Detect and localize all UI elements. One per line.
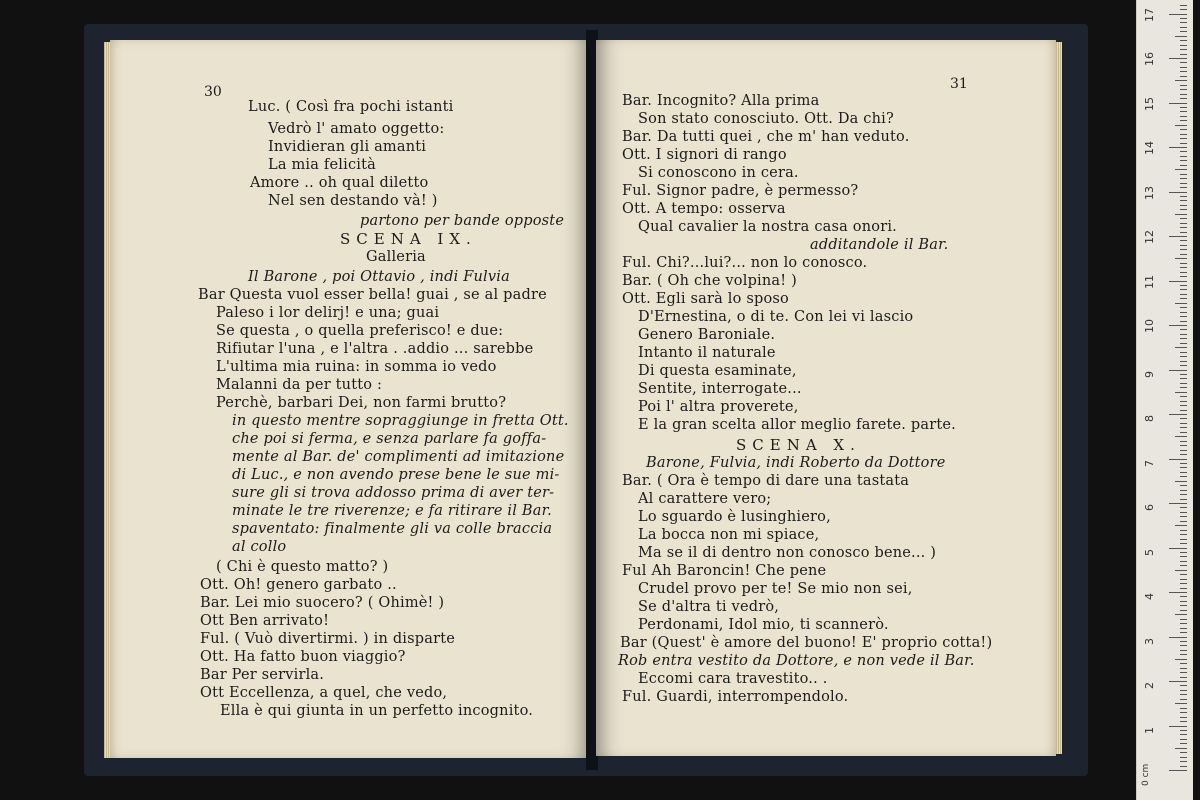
ruler-tick — [1180, 427, 1187, 428]
ruler-number: 6 — [1143, 504, 1156, 511]
ruler-tick — [1180, 539, 1187, 540]
text-line: al collo — [232, 539, 287, 555]
ruler-tick — [1180, 543, 1187, 544]
ruler-tick — [1180, 316, 1187, 317]
text-line: Sentite, interrogate... — [638, 381, 802, 397]
ruler-tick — [1180, 338, 1187, 339]
text-line: Poi l' altra proverete, — [638, 399, 799, 415]
ruler-tick — [1180, 632, 1187, 633]
ruler-tick — [1180, 151, 1187, 152]
ruler-tick — [1180, 450, 1187, 451]
ruler-tick — [1180, 227, 1187, 228]
ruler-tick — [1180, 721, 1187, 722]
text-line: di Luc., e non avendo prese bene le sue mi- — [232, 467, 560, 483]
text-line: Eccomi cara travestito.. . — [638, 671, 828, 687]
ruler-tick — [1180, 494, 1187, 495]
ruler-number: 10 — [1143, 319, 1156, 333]
ruler-tick — [1180, 321, 1187, 322]
ruler-tick — [1180, 329, 1187, 330]
text-line: Crudel provo per te! Se mio non sei, — [638, 581, 913, 597]
text-line: Qual cavalier la nostra casa onori. — [638, 219, 897, 235]
ruler-tick — [1180, 712, 1187, 713]
ruler-tick — [1180, 111, 1187, 112]
text-line: mente al Bar. de' complimenti ad imitazione — [232, 449, 565, 465]
ruler-number: 4 — [1143, 593, 1156, 600]
ruler-tick — [1180, 654, 1187, 655]
ruler-tick — [1180, 272, 1187, 273]
ruler-tick — [1180, 432, 1187, 433]
ruler-tick — [1180, 668, 1187, 669]
text-line: Se questa , o quella preferisco! e due: — [216, 323, 504, 339]
text-line: ( Chi è questo matto? ) — [216, 559, 389, 575]
text-line: Ott. Oh! genero garbato .. — [200, 577, 397, 593]
ruler-tick — [1180, 156, 1187, 157]
ruler-tick — [1175, 258, 1187, 259]
ruler-tick — [1180, 685, 1187, 686]
ruler-tick — [1175, 125, 1187, 126]
ruler-tick — [1175, 748, 1187, 749]
text-line: Si conoscono in cera. — [638, 165, 799, 181]
text-line: Bar Per servirla. — [200, 667, 325, 683]
ruler-tick — [1180, 628, 1187, 629]
text-line: Bar. Da tutti quei , che m' han veduto. — [622, 129, 910, 145]
text-line: Rob entra vestito da Dottore, e non vede il Bar. — [618, 653, 975, 669]
ruler-tick — [1180, 365, 1187, 366]
ruler-tick — [1180, 401, 1187, 402]
text-line: Ott. Ha fatto buon viaggio? — [200, 649, 406, 665]
ruler-tick — [1169, 726, 1187, 727]
ruler-tick — [1180, 472, 1187, 473]
ruler-tick — [1180, 766, 1187, 767]
ruler-tick — [1180, 730, 1187, 731]
ruler-tick — [1180, 356, 1187, 357]
ruler-number: 13 — [1143, 185, 1156, 200]
ruler-number: 1 — [1143, 726, 1156, 734]
text-line: Intanto il naturale — [638, 345, 776, 361]
ruler-tick — [1180, 294, 1187, 295]
text-line: Genero Baroniale. — [638, 327, 776, 343]
text-line: Rifiutar l'una , e l'altra . .addio ... sarebbe — [216, 341, 534, 357]
text-line: Amore .. oh qual diletto — [250, 175, 429, 191]
ruler-tick — [1180, 499, 1187, 500]
ruler-tick — [1180, 129, 1187, 130]
text-line: additandole il Bar. — [810, 237, 949, 253]
ruler-tick — [1180, 672, 1187, 673]
text-line: che poi si ferma, e senza parlare fa goffa- — [232, 431, 547, 447]
text-line: Bar. ( Ora è tempo di dare una tastata — [622, 473, 910, 489]
scene-heading: SCENA IX. — [340, 230, 477, 248]
ruler-tick — [1180, 410, 1187, 411]
ruler-tick — [1180, 5, 1187, 6]
ruler-tick — [1180, 76, 1187, 77]
text-line: Al carattere vero; — [638, 491, 772, 507]
ruler-tick — [1180, 588, 1187, 589]
ruler-tick — [1180, 307, 1187, 308]
text-line: Malanni da per tutto : — [216, 377, 383, 393]
ruler-tick — [1180, 623, 1187, 624]
ruler-tick — [1180, 22, 1187, 23]
text-line: Barone, Fulvia, indi Roberto da Dottore — [646, 455, 946, 471]
text-line: D'Ernestina, o di te. Con lei vi lascio — [638, 309, 914, 325]
text-line: Paleso i lor delirj! e una; guai — [216, 305, 440, 321]
ruler-tick — [1180, 334, 1187, 335]
ruler-tick — [1169, 459, 1187, 460]
ruler-tick — [1180, 467, 1187, 468]
ruler-tick — [1180, 583, 1187, 584]
text-line: Son stato conosciuto. Ott. Da chi? — [638, 111, 894, 127]
ruler-tick — [1180, 445, 1187, 446]
ruler-tick — [1180, 9, 1187, 10]
ruler-tick — [1180, 734, 1187, 735]
ruler-tick — [1180, 107, 1187, 108]
text-line: Se d'altra ti vedrò, — [638, 599, 780, 615]
ruler-tick — [1169, 592, 1187, 593]
text-line: Perchè, barbari Dei, non farmi brutto? — [216, 395, 507, 411]
ruler-tick — [1180, 120, 1187, 121]
text-line: Ma se il di dentro non conosco bene... ) — [638, 545, 937, 561]
ruler-tick — [1180, 405, 1187, 406]
ruler-tick — [1175, 303, 1187, 304]
ruler-tick — [1175, 436, 1187, 437]
left-page — [110, 40, 588, 758]
text-line: Perdonami, Idol mio, ti scannerò. — [638, 617, 889, 633]
text-line: La bocca non mi spiace, — [638, 527, 820, 543]
ruler-tick — [1169, 192, 1187, 193]
ruler-tick — [1180, 690, 1187, 691]
scene-heading: SCENA X. — [736, 436, 861, 454]
ruler-number: 12 — [1143, 230, 1156, 244]
ruler-tick — [1180, 289, 1187, 290]
ruler-tick — [1180, 534, 1187, 535]
ruler-tick — [1180, 605, 1187, 606]
ruler-tick — [1180, 650, 1187, 651]
ruler-number: 7 — [1143, 459, 1156, 467]
measuring-ruler — [1136, 0, 1193, 800]
page-number-left: 30 — [204, 84, 222, 100]
text-line: Nel sen destando và! ) — [268, 193, 438, 209]
ruler-tick — [1180, 298, 1187, 299]
ruler-tick — [1180, 178, 1187, 179]
ruler-tick — [1180, 18, 1187, 19]
ruler-tick — [1180, 512, 1187, 513]
ruler-number: 2 — [1143, 682, 1156, 689]
text-line: Luc. ( Così fra pochi istanti — [248, 99, 454, 115]
ruler-tick — [1180, 516, 1187, 517]
text-line: Lo sguardo è lusinghiero, — [638, 509, 831, 525]
ruler-tick — [1180, 485, 1187, 486]
ruler-tick — [1180, 383, 1187, 384]
ruler-number: 11 — [1143, 274, 1156, 289]
ruler-tick — [1180, 205, 1187, 206]
ruler-tick — [1169, 503, 1187, 504]
ruler-tick — [1180, 40, 1187, 41]
ruler-tick — [1180, 378, 1187, 379]
ruler-tick — [1180, 601, 1187, 602]
text-line: Ful. Signor padre, è permesso? — [622, 183, 859, 199]
ruler-tick — [1180, 619, 1187, 620]
text-line: spaventato: finalmente gli va colle braccia — [232, 521, 553, 537]
text-line: Vedrò l' amato oggetto: — [268, 121, 445, 137]
ruler-tick — [1180, 223, 1187, 224]
ruler-tick — [1180, 694, 1187, 695]
ruler-number: 16 — [1143, 52, 1156, 66]
page-number-right: 31 — [950, 76, 968, 92]
ruler-tick — [1180, 276, 1187, 277]
text-line: Ott. A tempo: osserva — [622, 201, 786, 217]
ruler-tick — [1169, 548, 1187, 549]
ruler-tick — [1180, 663, 1187, 664]
ruler-tick — [1169, 325, 1187, 326]
ruler-tick — [1180, 143, 1187, 144]
ruler-tick — [1180, 761, 1187, 762]
text-line: Bar. Lei mio suocero? ( Ohimè! ) — [200, 595, 445, 611]
ruler-tick — [1175, 80, 1187, 81]
ruler-tick — [1175, 525, 1187, 526]
ruler-tick — [1180, 441, 1187, 442]
ruler-tick — [1175, 169, 1187, 170]
text-line: minate le tre riverenze; e fa ritirare il Bar. — [232, 503, 552, 519]
text-line: E la gran scelta allor meglio farete. parte. — [638, 417, 956, 433]
ruler-tick — [1180, 699, 1187, 700]
ruler-number: 17 — [1143, 7, 1156, 22]
ruler-number: 5 — [1143, 548, 1156, 556]
ruler-tick — [1180, 490, 1187, 491]
ruler-tick — [1169, 103, 1187, 104]
ruler-tick — [1180, 610, 1187, 611]
ruler-tick — [1175, 347, 1187, 348]
ruler-tick — [1180, 579, 1187, 580]
ruler-tick — [1180, 752, 1187, 753]
ruler-tick — [1180, 232, 1187, 233]
text-line: Ella è qui giunta in un perfetto incognito. — [220, 703, 534, 719]
ruler-tick — [1180, 138, 1187, 139]
ruler-tick — [1169, 637, 1187, 638]
ruler-tick — [1169, 414, 1187, 415]
ruler-tick — [1175, 214, 1187, 215]
text-line: partono per bande opposte — [360, 213, 565, 229]
ruler-tick — [1180, 561, 1187, 562]
ruler-tick — [1180, 521, 1187, 522]
ruler-number: 14 — [1143, 141, 1156, 155]
ruler-tick — [1180, 71, 1187, 72]
ruler-tick — [1180, 463, 1187, 464]
ruler-tick — [1180, 245, 1187, 246]
ruler-tick — [1180, 454, 1187, 455]
ruler-number: 3 — [1143, 637, 1156, 645]
ruler-tick — [1180, 556, 1187, 557]
ruler-tick — [1180, 160, 1187, 161]
ruler-tick — [1180, 200, 1187, 201]
ruler-tick — [1180, 374, 1187, 375]
ruler-tick — [1180, 54, 1187, 55]
text-line: Bar. ( Oh che volpina! ) — [622, 273, 797, 289]
text-line: Bar. Incognito? Alla prima — [622, 93, 820, 109]
ruler-tick — [1180, 743, 1187, 744]
text-line: Galleria — [366, 249, 426, 265]
text-line: Ott. Egli sarà lo sposo — [622, 291, 789, 307]
ruler-tick — [1180, 565, 1187, 566]
ruler-tick — [1180, 187, 1187, 188]
ruler-tick — [1169, 236, 1187, 237]
ruler-tick — [1180, 312, 1187, 313]
ruler-tick — [1180, 507, 1187, 508]
ruler-tick — [1180, 240, 1187, 241]
ruler-unit-label: 0 cm — [1141, 763, 1151, 786]
ruler-tick — [1180, 62, 1187, 63]
text-line: Il Barone , poi Ottavio , indi Fulvia — [248, 269, 510, 285]
ruler-tick — [1180, 285, 1187, 286]
text-line: Ful. ( Vuò divertirmi. ) in disparte — [200, 631, 456, 647]
text-line: L'ultima mia ruina: in somma io vedo — [216, 359, 497, 375]
ruler-tick — [1175, 659, 1187, 660]
ruler-tick — [1180, 717, 1187, 718]
ruler-tick — [1180, 254, 1187, 255]
text-line: Ful Ah Baroncin! Che pene — [622, 563, 827, 579]
ruler-tick — [1180, 267, 1187, 268]
ruler-tick — [1175, 392, 1187, 393]
right-page — [596, 40, 1056, 756]
ruler-tick — [1180, 134, 1187, 135]
ruler-tick — [1180, 209, 1187, 210]
ruler-tick — [1175, 614, 1187, 615]
ruler-tick — [1169, 770, 1187, 771]
ruler-tick — [1180, 94, 1187, 95]
ruler-tick — [1180, 596, 1187, 597]
ruler-tick — [1180, 423, 1187, 424]
ruler-tick — [1180, 552, 1187, 553]
ruler-tick — [1180, 739, 1187, 740]
text-line: La mia felicità — [268, 157, 376, 173]
ruler-number: 15 — [1143, 96, 1156, 111]
ruler-number: 8 — [1143, 415, 1156, 422]
ruler-tick — [1180, 530, 1187, 531]
ruler-tick — [1180, 677, 1187, 678]
text-line: Bar Questa vuol esser bella! guai , se al padre — [198, 287, 547, 303]
text-line: Ott. I signori di rango — [622, 147, 787, 163]
ruler-tick — [1180, 418, 1187, 419]
ruler-tick — [1180, 641, 1187, 642]
ruler-number: 9 — [1143, 370, 1156, 378]
ruler-tick — [1180, 361, 1187, 362]
ruler-tick — [1180, 352, 1187, 353]
ruler-tick — [1180, 165, 1187, 166]
ruler-tick — [1180, 196, 1187, 197]
text-line: Ful. Guardi, interrompendolo. — [622, 689, 849, 705]
ruler-tick — [1180, 396, 1187, 397]
ruler-tick — [1175, 481, 1187, 482]
text-line: Ott Eccellenza, a quel, che vedo, — [200, 685, 448, 701]
text-line: in questo mentre sopraggiunge in fretta Ott. — [232, 413, 569, 429]
text-line: Invidieran gli amanti — [268, 139, 427, 155]
text-line: sure gli si trova addosso prima di aver ter- — [232, 485, 555, 501]
ruler-tick — [1169, 14, 1187, 15]
text-line: Di questa esaminate, — [638, 363, 797, 379]
ruler-tick — [1180, 218, 1187, 219]
ruler-tick — [1180, 85, 1187, 86]
ruler-tick — [1169, 681, 1187, 682]
ruler-tick — [1180, 387, 1187, 388]
ruler-tick — [1180, 89, 1187, 90]
ruler-tick — [1180, 183, 1187, 184]
ruler-tick — [1180, 708, 1187, 709]
ruler-tick — [1169, 370, 1187, 371]
ruler-tick — [1180, 98, 1187, 99]
ruler-tick — [1180, 343, 1187, 344]
ruler-tick — [1180, 476, 1187, 477]
ruler-tick — [1169, 281, 1187, 282]
ruler-tick — [1169, 147, 1187, 148]
text-line: Ful. Chi?...lui?... non lo conosco. — [622, 255, 868, 271]
ruler-tick — [1180, 263, 1187, 264]
ruler-tick — [1180, 757, 1187, 758]
ruler-tick — [1180, 31, 1187, 32]
ruler-tick — [1180, 574, 1187, 575]
ruler-tick — [1180, 27, 1187, 28]
ruler-tick — [1180, 645, 1187, 646]
ruler-tick — [1175, 570, 1187, 571]
text-line: Bar (Quest' è amore del buono! E' proprio cotta!) — [620, 635, 993, 651]
ruler-tick — [1180, 45, 1187, 46]
ruler-tick — [1180, 116, 1187, 117]
ruler-tick — [1180, 174, 1187, 175]
ruler-tick — [1169, 58, 1187, 59]
ruler-tick — [1175, 703, 1187, 704]
ruler-tick — [1180, 67, 1187, 68]
ruler-tick — [1180, 249, 1187, 250]
ruler-tick — [1180, 49, 1187, 50]
ruler-tick — [1175, 36, 1187, 37]
text-line: Ott Ben arrivato! — [200, 613, 330, 629]
